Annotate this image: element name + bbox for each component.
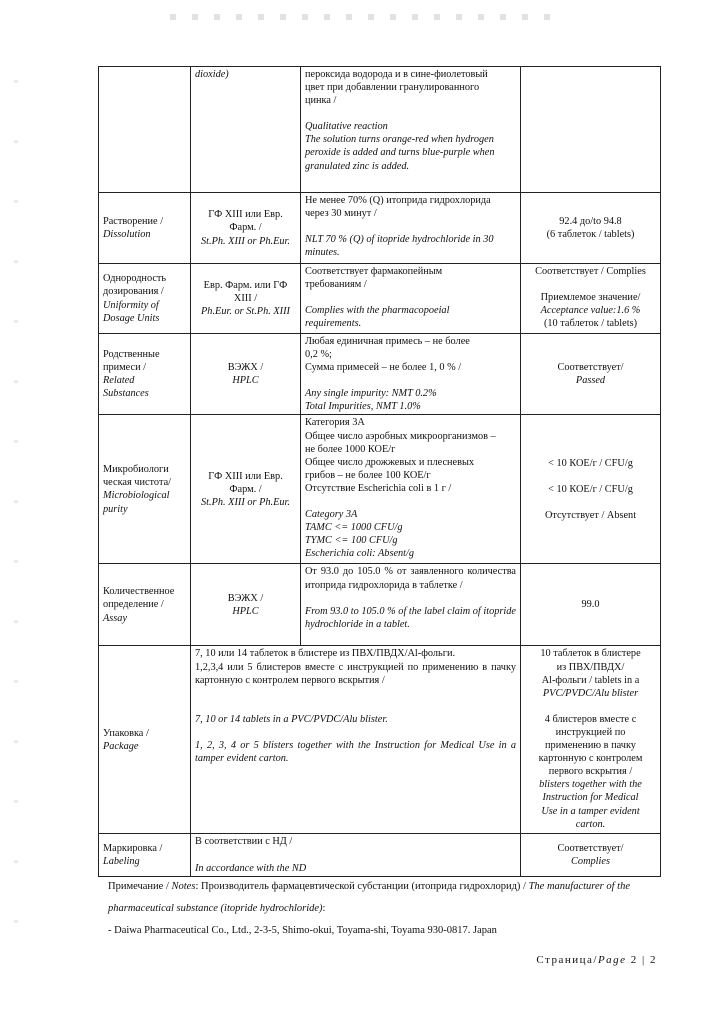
table-row-identification-continued xyxy=(99,67,661,193)
cell-line xyxy=(305,220,516,233)
cell-line: The solution turns orange-red when hydrogen xyxy=(305,134,494,146)
cell-test-name xyxy=(99,834,191,876)
cell-line: St.Ph. XIII or Ph.Eur. xyxy=(201,235,290,247)
cell-line xyxy=(305,495,516,508)
scan-artifacts-left xyxy=(14,80,18,960)
cell-line: Растворение / xyxy=(103,215,164,227)
notes-label-en: Notes xyxy=(171,881,196,892)
table-row-assay xyxy=(99,564,661,646)
manufacturer-line: - Daiwa Pharmaceutical Co., Ltd., 2-3-5, Shimo-okui, Toyama-shi, Toyama 930-0817. Japan xyxy=(108,925,497,936)
cell-line: требованиям / xyxy=(305,279,367,291)
cell-line: 10 таблеток в блистере xyxy=(540,648,641,660)
cell-line: granulated zinc is added. xyxy=(305,160,410,172)
cell-line: Сумма примесей – не более 1, 0 % / xyxy=(305,362,462,374)
cell-line: дозирования / xyxy=(103,286,164,298)
cell-result xyxy=(521,646,661,834)
cell-line: Отсутствие Escherichia coli в 1 г / xyxy=(305,482,452,494)
cell-line: Соответствует/ xyxy=(557,362,624,374)
cell-line: Ph.Eur. or St.Ph. XIII xyxy=(201,306,290,318)
cell-line: определение / xyxy=(103,599,164,611)
cell-line: ВЭЖХ / xyxy=(227,362,264,374)
cell-line: Instruction for Medical xyxy=(542,792,639,804)
cell-test-name xyxy=(99,264,191,334)
method-continuation-text: dioxide) xyxy=(195,69,229,80)
cell-line: не более 1000 КОЕ/г xyxy=(305,443,396,455)
cell-line: requirements. xyxy=(305,318,362,330)
cell-line: ческая чистота/ xyxy=(103,477,171,489)
notes-colon: : xyxy=(322,903,326,914)
cell-line: Qualitative reaction xyxy=(305,121,388,133)
cell-line: Substances xyxy=(103,388,149,400)
cell-line xyxy=(525,278,656,291)
cell-spec xyxy=(301,564,521,646)
cell-line: blisters together with the xyxy=(539,779,642,791)
cell-result xyxy=(521,564,661,646)
notes-label: Примечание / xyxy=(108,881,172,892)
cell-method xyxy=(191,334,301,415)
cell-line: Фарм. / xyxy=(229,222,262,234)
cell-line: HPLC xyxy=(232,375,259,387)
table-row-related-substances xyxy=(99,334,661,415)
cell-line xyxy=(305,374,516,387)
cell-spec xyxy=(301,264,521,334)
notes-text-en: The manufacturer of the pharmaceutical substance (itopride hydrochloride) xyxy=(108,881,630,914)
cell-line: carton. xyxy=(575,818,606,830)
cell-method xyxy=(191,564,301,646)
cell-line: Category 3A xyxy=(305,509,358,521)
cell-line: 1,2,3,4 или 5 блистеров вместе с инструкцией по применению в пачку картонную с контролем первого вскрытия / xyxy=(195,661,516,686)
cell-test-name xyxy=(99,193,191,264)
notes-block xyxy=(108,876,668,942)
cell-spec xyxy=(301,334,521,415)
cell-line: Related xyxy=(103,375,135,387)
cell-line: Любая единичная примесь – не более xyxy=(305,336,470,347)
cell-line xyxy=(525,470,656,483)
cell-result xyxy=(521,193,661,264)
cell-line: Any single impurity: NMT 0.2% xyxy=(305,388,437,400)
cell-test-name xyxy=(99,415,191,564)
cell-line xyxy=(195,700,516,713)
cell-line: Total Impurities, NMT 1.0% xyxy=(305,401,421,413)
cell-line: peroxide is added and turns blue-purple when xyxy=(305,147,495,159)
cell-result xyxy=(521,334,661,415)
cell-line: Complies with the pharmacopoeial xyxy=(305,305,450,317)
cell-line xyxy=(525,496,656,509)
cell-spec xyxy=(301,415,521,564)
cell-line: Микробиологи xyxy=(103,464,169,476)
cell-line: Упаковка / xyxy=(103,727,149,739)
cell-line: ГФ XIII или Евр. xyxy=(208,209,283,221)
cell-line xyxy=(195,849,516,862)
cell-line: из ПВХ/ПВДХ/ xyxy=(556,661,625,673)
cell-line: От 93.0 до 105.0 % от заявленного количества итоприда гидрохлорида в таблетке / xyxy=(305,566,516,591)
cell-spec xyxy=(191,834,521,876)
cell-line xyxy=(305,291,516,304)
table-row-uniformity xyxy=(99,264,661,334)
cell-line: инструкцией по xyxy=(555,726,626,738)
cell-line: PVC/PVDC/Alu blister xyxy=(542,687,639,699)
cell-line: цинка / xyxy=(305,95,337,107)
cell-line: ВЭЖХ / xyxy=(227,592,264,604)
cell-method xyxy=(191,193,301,264)
cell-method xyxy=(191,415,301,564)
cell-line: 99.0 xyxy=(581,599,600,611)
cell-line: 4 блистеров вместе с xyxy=(544,713,637,725)
table-row-microbiological-purity xyxy=(99,415,661,564)
cell-line xyxy=(195,687,516,700)
cell-line: HPLC xyxy=(232,605,259,617)
cell-line: Маркировка / xyxy=(103,842,163,854)
cell-line: TAMC <= 1000 CFU/g xyxy=(305,522,403,534)
cell-line: через 30 минут / xyxy=(305,208,377,220)
cell-line: TYMC <= 100 CFU/g xyxy=(305,535,398,547)
cell-line: Соответствует/ xyxy=(557,842,624,854)
cell-line xyxy=(195,726,516,739)
cell-line: purity xyxy=(103,503,128,515)
cell-line: 1, 2, 3, 4 or 5 blisters together with the Instruction for Medical Use in a tamper evident carton. xyxy=(195,739,516,764)
cell-line: 7, 10 or 14 tablets in a PVC/PVDC/Alu blister. xyxy=(195,713,388,725)
cell-spec xyxy=(301,67,521,193)
scan-artifacts-top xyxy=(170,14,550,20)
cell-line: < 10 КОЕ/г / CFU/g xyxy=(548,457,633,469)
cell-line: Категория 3А xyxy=(305,417,365,429)
cell-line: Фарм. / xyxy=(229,483,262,495)
cell-line: Uniformity of xyxy=(103,299,159,311)
cell-line: грибов – не более 100 КОЕ/г xyxy=(305,469,431,481)
cell-line: 7, 10 или 14 таблеток в блистере из ПВХ/ПВДХ/Al-фольги. xyxy=(195,648,456,660)
cell-line: Labeling xyxy=(103,856,140,868)
cell-spec xyxy=(301,193,521,264)
cell-test-name xyxy=(99,334,191,415)
cell-line: Complies xyxy=(571,856,610,868)
notes-paragraph xyxy=(108,876,668,920)
page-label-en: Page xyxy=(597,954,627,966)
cell-line: цвет при добавлении гранулированного xyxy=(305,82,480,94)
cell-line: (6 таблеток / tablets) xyxy=(546,229,635,240)
cell-line: St.Ph. XIII or Ph.Eur. xyxy=(201,497,290,509)
cell-line: Dosage Units xyxy=(103,312,160,324)
table-row-package xyxy=(99,646,661,834)
cell-result xyxy=(521,67,661,193)
cell-test-name xyxy=(99,646,191,834)
cell-line: Microbiological xyxy=(103,490,170,502)
cell-result xyxy=(521,415,661,564)
cell-line: Общее число аэробных микроорганизмов – xyxy=(305,430,496,442)
cell-result xyxy=(521,264,661,334)
cell-line: XIII / xyxy=(233,292,258,304)
cell-line: пероксида водорода и в сине-фиолетовый xyxy=(305,69,488,80)
cell-line: примеси / xyxy=(103,362,147,374)
cell-line: Приемлемое значение/ xyxy=(540,292,641,304)
cell-line: From 93.0 to 105.0 % of the label claim of itopride hydrochloride in a tablet. xyxy=(305,605,516,630)
cell-spec xyxy=(191,646,521,834)
cell-line: 0,2 %; xyxy=(305,349,332,361)
cell-line: В соответствии с НД / xyxy=(195,836,293,848)
cell-line: первого вскрытия / xyxy=(548,766,633,778)
cell-line: Отсутствует / Absent xyxy=(544,510,637,522)
cell-line: Assay xyxy=(103,612,128,624)
cell-test-name xyxy=(99,564,191,646)
specification-table xyxy=(98,66,661,877)
cell-line: Родственные xyxy=(103,349,160,361)
cell-line: < 10 КОЕ/г / CFU/g xyxy=(548,483,633,495)
cell-method xyxy=(191,67,301,193)
cell-line: Passed xyxy=(575,375,606,387)
cell-line xyxy=(525,700,656,713)
cell-line xyxy=(305,107,516,120)
cell-line: Общее число дрожжевых и плесневых xyxy=(305,456,475,468)
cell-line: Евр. Фарм. или ГФ xyxy=(203,279,288,291)
page-footer xyxy=(536,954,657,966)
cell-line: ГФ XIII или Евр. xyxy=(208,470,283,482)
cell-line: Acceptance value:1.6 % xyxy=(540,305,641,317)
cell-method xyxy=(191,264,301,334)
cell-test-name xyxy=(99,67,191,193)
page-label-ru: Страница/ xyxy=(536,954,598,966)
cell-line: Однородность xyxy=(103,273,167,285)
table-row-dissolution xyxy=(99,193,661,264)
cell-line: применению в пачку xyxy=(545,740,636,752)
cell-line xyxy=(305,592,516,605)
cell-line: NLT 70 % (Q) of itopride hydrochloride in 30 xyxy=(305,234,494,246)
cell-line: Use in a tamper evident xyxy=(541,805,640,817)
cell-result xyxy=(521,834,661,876)
cell-line: Escherichia coli: Absent/g xyxy=(305,548,415,560)
cell-line: Не менее 70% (Q) итоприда гидрохлорида xyxy=(305,195,491,206)
cell-line: In accordance with the ND xyxy=(195,862,307,874)
cell-line: Al-фольги / tablets in a xyxy=(541,674,640,686)
cell-line: Соответствует фармакопейным xyxy=(305,266,443,277)
table-row-labeling xyxy=(99,834,661,876)
cell-line: Package xyxy=(103,740,139,752)
notes-text-ru: : Производитель фармацевтической субстанции (итоприда гидрохлорид) / xyxy=(195,881,529,892)
cell-line: Количественное xyxy=(103,586,175,598)
cell-line: картонную с контролем xyxy=(538,753,643,765)
cell-line: Dissolution xyxy=(103,229,151,240)
specification-table-body xyxy=(99,67,661,877)
cell-line: Соответствует / Complies xyxy=(535,266,646,277)
page-number: 2 | 2 xyxy=(626,954,657,966)
cell-line: (10 таблеток / tablets) xyxy=(543,318,638,330)
cell-line: minutes. xyxy=(305,247,340,259)
cell-line: 92.4 до/to 94.8 xyxy=(559,215,622,227)
